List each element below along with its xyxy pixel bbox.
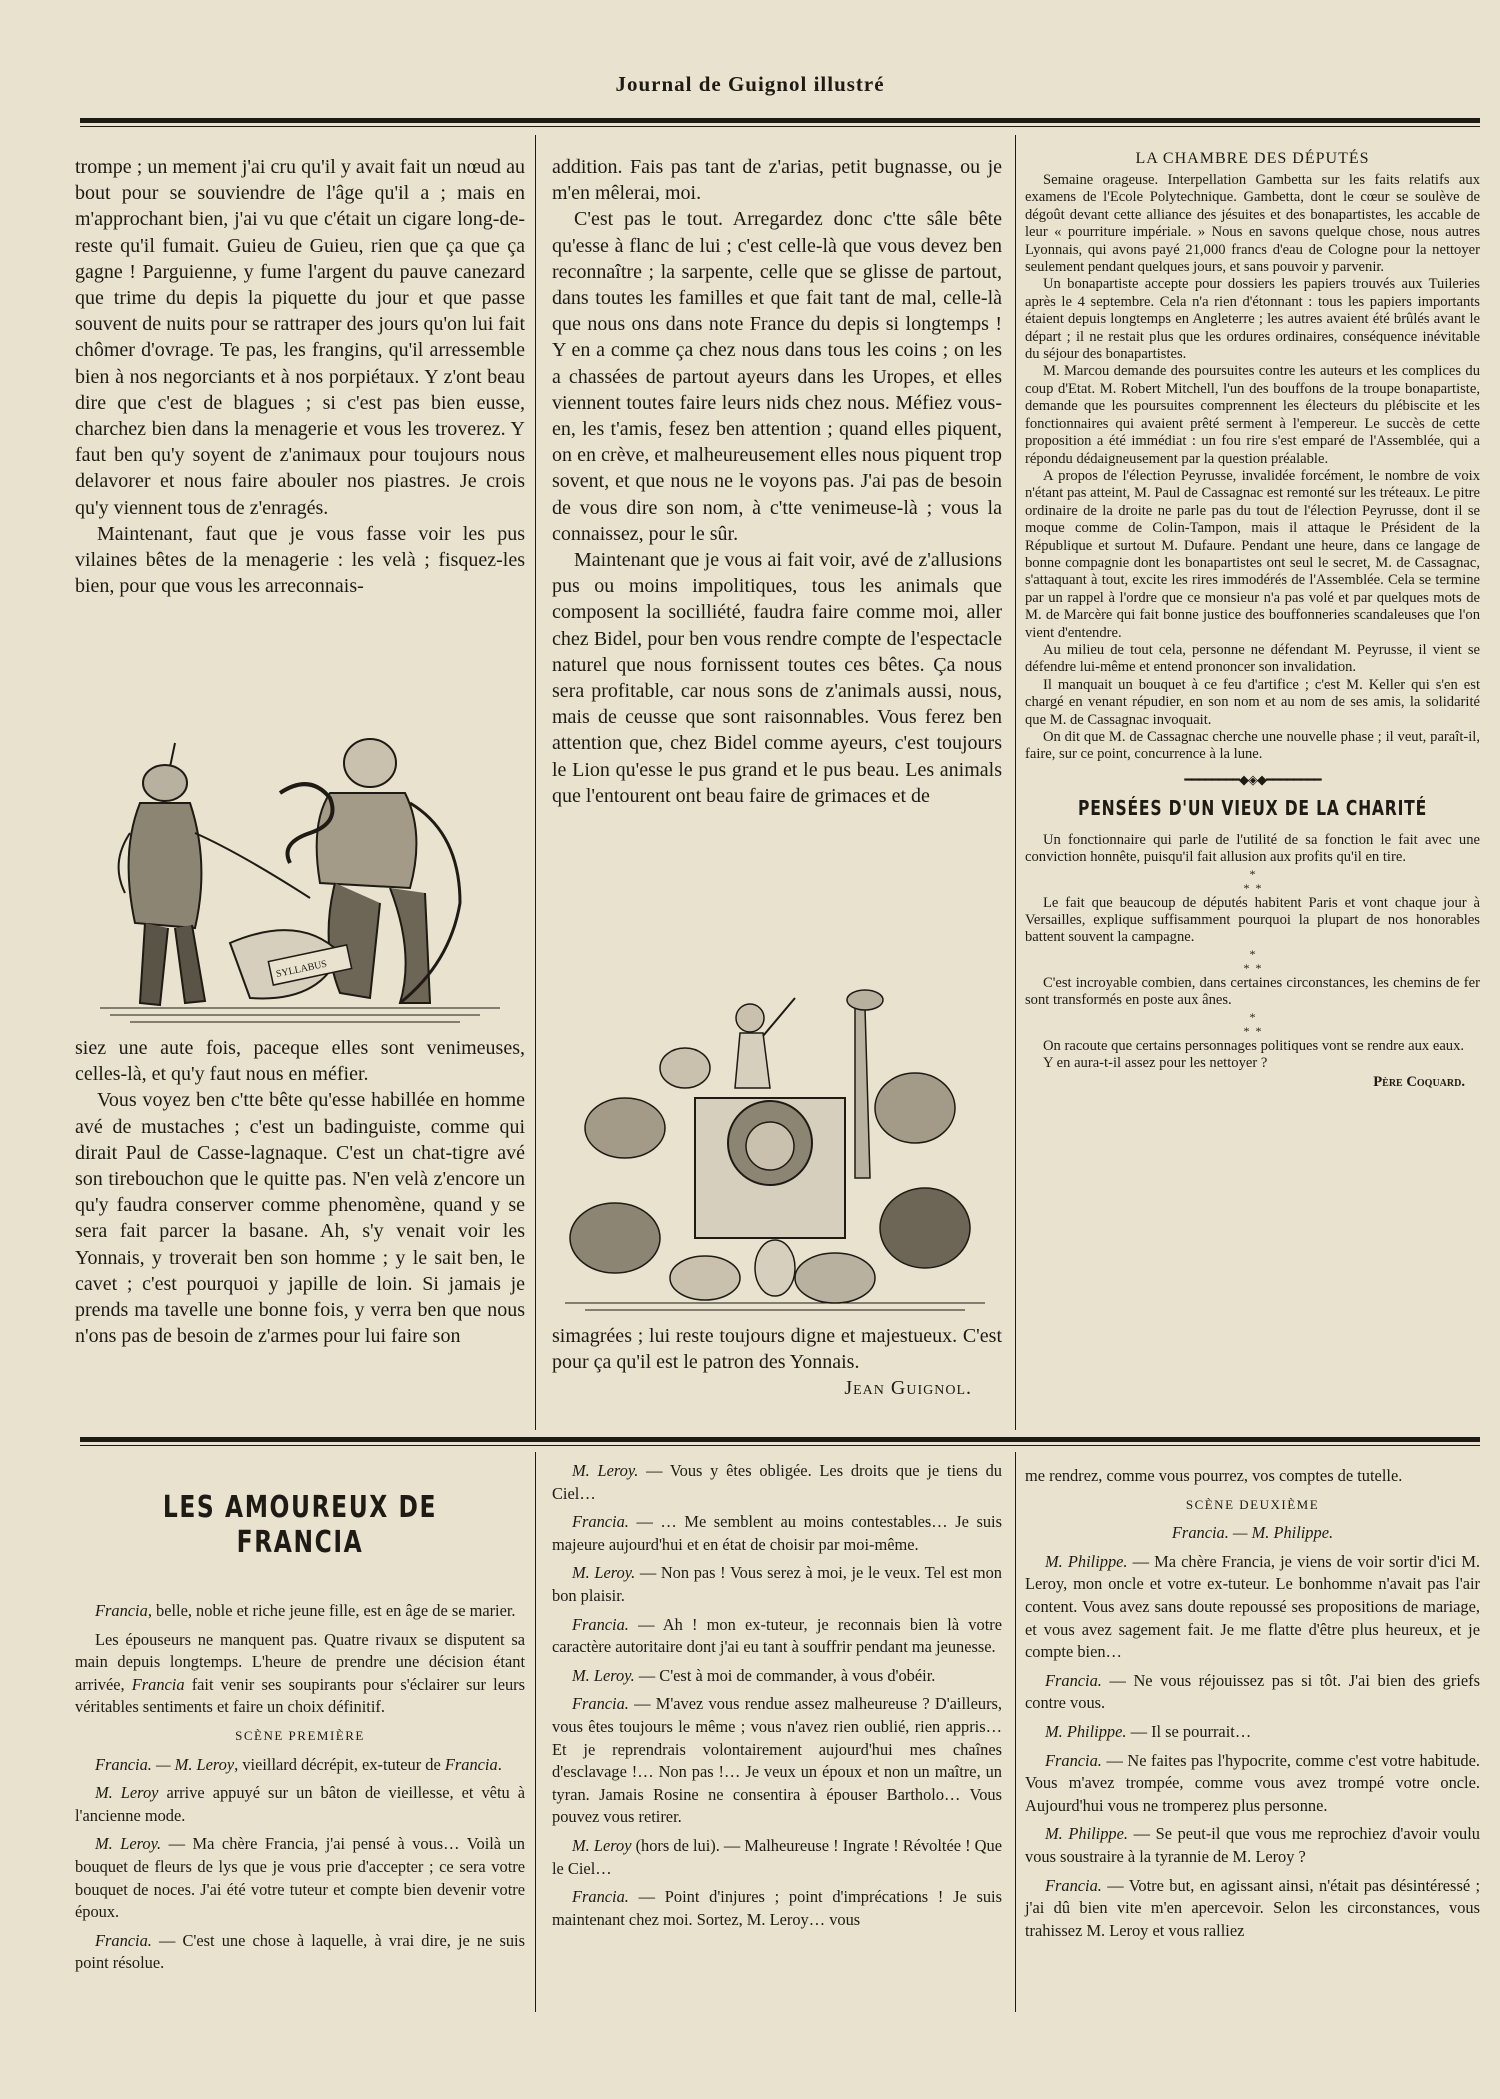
asterism-divider: * * *	[1243, 866, 1262, 895]
amoureux-title: LES AMOUREUX DE FRANCIA	[162, 1490, 438, 1560]
paragraph: Vous voyez ben c'tte bête qu'esse habillée en homme avé de mustaches ; c'est un badinguiste, comme qui dirait Paul de Casse-lagnaque. C'est un chat-tigre avé son tirebouchon que le quitte pas. N'en velà z'encore un qu'y faudra conserver comme phenomène, quand y se sera fait parcer la basane. Ah, s'y venait voir les Yonnais, y troverait ben son homme ; y le sait ben, le cavet ; c'est pourquoi y japille de loin. Si jamais je prends ma tavelle une bonne fois, y verra ben que nous n'ons pas de besoin de z'armes pour lui faire son	[75, 1089, 525, 1348]
dialogue-line: Francia. — Ne faites pas l'hypocrite, comme c'est votre habitude. Vous m'avez trompée, comme vous avez trompé votre oncle. Aujourd'hui vous ne tromperez plus personne.	[1025, 1750, 1480, 1815]
pensee: C'est incroyable combien, dans certaines circonstances, les chemins de fer sont transformés en poste aux ânes.	[1025, 974, 1480, 1009]
dialogue-line: M. Philippe. — Se peut-il que vous me reprochiez d'avoir voulu vous soustraire à la tyrannie de M. Leroy ?	[1025, 1824, 1481, 1866]
chambre-title: LA CHAMBRE DES DÉPUTÉS	[1135, 150, 1370, 167]
dialogue-line: Francia. — … Me semblent au moins contestables… Je suis majeure aujourd'hui et en état de choisir par moi-même.	[552, 1512, 1002, 1554]
paragraph: trompe ; un mement j'ai cru qu'il y avait fait un nœud au bout pour se souviendre de l'âge qu'il a ; mais en m'approchant bien, j'ai vu que c'était un cigare long-de-reste qu'il fumait. Guieu de Guieu, rien que ça que ça gagne ! Parguienne, y fume l'argent du pauve canezard que trime du depis la piquette du jour et que passe souvent de nuits pour se rattraper des jours qu'on lui fait chômer d'ovrage. Te pas, les frangins, qu'il arressemble bien à nos negorciants et à nos porpiétaux. Y z'ont beau dire que c'est de blagues ; si c'est pas bien eusse, charchez bien dans la menagerie et vous les troverez. Y faut ben qu'y soyent de z'animaux pour toujours nous delavorer et nous faire abouler nos piastres. Je crois qu'y viennent tous de z'enragés.	[75, 156, 525, 519]
dialogue-line: M. Leroy. — Ma chère Francia, j'ai pensé à vous… Voilà un bouquet de fleurs de lys que je vous prie d'accepter ; ce sera votre bouquet de noces. J'ai été votre tuteur et compte bien devenir votre époux.	[75, 1834, 525, 1922]
dialogue-line: M. Leroy arrive appuyé sur un bâton de vieillesse, et vêtu à l'ancienne mode.	[75, 1783, 525, 1825]
dialogue-line: M. Leroy. — C'est à moi de commander, à vous d'obéir.	[572, 1665, 936, 1685]
header-rule	[80, 118, 1480, 123]
paragraph: siez une aute fois, paceque elles sont venimeuses, celles-là, et qu'y faut nous en méfier.	[75, 1037, 525, 1086]
pensee: On racoute que certains personnages politiques vont se rendre aux eaux.	[1043, 1037, 1465, 1054]
illustration-caption: SYLLABUS	[275, 958, 328, 981]
pensee: Le fait que beaucoup de députés habitent Paris et vont chaque jour à Versailles, explique suffisamment pourquoi la plupart de nos honorables battent souvent la campagne.	[1025, 894, 1480, 946]
asterism-divider: * * *	[1243, 946, 1262, 975]
paragraph: A propos de l'élection Peyrusse, invalidée forcément, le nombre de voix n'étant pas atteint, M. Paul de Cassagnac est remonté sur les tréteaux. Le pitre ordinaire de la droite ne parle pas du tout de l'élection Peyrusse, dont il se moque comme de Colin-Tampon, mais il attaque le Président de la République et surtout M. Dufaure. Pendant une heure, dans ce langage de bonne compagnie dont les bonapartistes ont seul le secret, M. de Cassagnac, s'attaquant à tout, excite les rires immodérés de l'Assemblée. Cela se termine par un rappel à l'ordre que ce monsieur n'a pas volé et par quelques mots de M. de Marcère qui fait bonne justice des bouffonneries scandaleuses que l'on vient d'entendre.	[1025, 467, 1480, 641]
section-rule	[80, 1437, 1480, 1442]
paragraph: Un bonapartiste accepte pour dossiers les papiers trouvés aux Tuileries après le 4 septembre. Cela n'a rien d'étonnant : tous les papiers importants étaient depuis longtemps en Angleterre ; les autres avaient été brûlés avant le départ ; il ne restait plus que les ordures ordinaires, conséquence inévitable du séjour des bonapartistes.	[1025, 276, 1480, 363]
pensees-title: PENSÉES D'UN VIEUX DE LA CHARITÉ	[1077, 795, 1428, 820]
dialogue-line: Francia. — M. Leroy, vieillard décrépit, ex-tuteur de Francia.	[95, 1754, 502, 1774]
section-rule-thin	[80, 1445, 1480, 1446]
dialogue-line: M. Philippe. — Ma chère Francia, je viens de voir sortir d'ici M. Leroy, mon oncle et votre ex-tuteur. Le bonhomme n'avait pas l'air content. Vous avez sans doute repoussé ses propositions de mariage, et vous avez sagement fait. Je me flatte d'être plus heureux, et je compte bien…	[1025, 1551, 1480, 1662]
dialogue-line: Francia. — Votre but, en agissant ainsi, n'était pas désintéressé ; j'ai dû bien vite m'en apercevoir. Selon les circonstances, vous trahissez M. Leroy et vous ralliez	[1025, 1875, 1480, 1940]
masthead: Journal de Guignol illustré	[615, 72, 885, 96]
column-rule	[1015, 135, 1016, 1430]
paragraph: Maintenant, faut que je vous fasse voir les pus vilaines bêtes de la menagerie : les velà ; fisquez-les bien, pour que vous les arreconnais-	[75, 522, 525, 598]
paragraph: M. Marcou demande des poursuites contre les auteurs et les complices du coup d'Etat. M. Robert Mitchell, l'un des bouffons de la troupe bonapartiste, demande que les poursuites comprennent les électeurs du plébiscite et les fonctionnaires qui avaient prêté serment à l'empereur. Le succès de cette proposition a été immédiat : un fou rire s'est emparé de l'Assemblée, qui a répondu dédaigneusement par la question préalable.	[1025, 363, 1480, 467]
illustration-cartoon-menagerie	[80, 703, 520, 1043]
column-3	[1025, 150, 1480, 1091]
column-1-top-text	[75, 154, 525, 694]
chambre-text	[1025, 172, 1480, 764]
column-rule	[535, 135, 536, 1430]
paragraph: Semaine orageuse. Interpellation Gambetta sur les faits relatifs aux examens de l'Ecole Polytechnique. Gambetta, dont le cœur se soulève de dégoût devant cette alliance des jésuites et des bonapartistes, les accable de leur « pourriture impériale. » Nous en savons quelque chose, nous autres Lyonnais, qui avons payé 21,000 francs d'eau de Cologne pour la nettoyer seulement pendant quelques jours, et sans pouvoir y parvenir.	[1025, 172, 1480, 276]
column-2-top-text	[552, 154, 1002, 974]
pensees-text	[1025, 832, 1480, 1073]
paragraph: Au milieu de tout cela, personne ne défendant M. Peyrusse, il vient se défendre lui-même et entend prononcer son invalidation.	[1025, 641, 1480, 676]
column-rule	[1015, 1452, 1016, 2012]
header-rule-thin	[80, 126, 1480, 127]
paragraph: addition. Fais pas tant de z'arias, petit bugnasse, ou je m'en mêlerai, moi.	[552, 156, 1002, 205]
dialogue-line: Francia. — M. Philippe.	[1171, 1523, 1334, 1543]
amoureux-column-1	[75, 1470, 525, 2010]
dialogue-line: Francia. — M'avez vous rendue assez malheureuse ? D'ailleurs, vous êtes toujours le même ; vous n'avez rien oublié, rien appris… Et je reprendrais volontairement aujourd'hui mes chaînes d'esclavage !… Non pas !… Je veux un époux et non un maître, un tyran. Jamais Rosine ne consentira à épouser Bartholo… Vous pouvez vous retirer.	[552, 1694, 1002, 1827]
column-1-bottom-text	[75, 1035, 525, 1425]
dialogue-line: M. Leroy (hors de lui). — Malheureuse ! Ingrate ! Révoltée ! Que le Ciel…	[552, 1835, 1002, 1878]
signature-jean-guignol: Jean Guignol.	[844, 1377, 972, 1400]
column-2-closing-paragraph: simagrées ; lui reste toujours digne et majestueux. C'est pour ça qu'il est le patron des Yonnais.	[552, 1325, 1002, 1374]
dialogue-line: Les épouseurs ne manquent pas. Quatre rivaux se disputent sa main depuis longtemps. L'heure de prendre une décision étant arrivée, Francia fait venir ses soupirants pour s'éclairer sur leurs véritables sentiments et faire un choix définitif.	[75, 1629, 525, 1717]
paragraph: On dit que M. de Cassagnac cherche une nouvelle phase ; il veut, paraît-il, faire, sur ce point, concurrence à la lune.	[1025, 729, 1480, 763]
dialogue-line: Francia. — C'est une chose à laquelle, à vrai dire, je ne suis point résolue.	[75, 1930, 525, 1973]
asterism-divider: * * *	[1243, 1009, 1262, 1038]
pensee: Un fonctionnaire qui parle de l'utilité de sa fonction le fait avec une conviction honnête, puisqu'il fait allusion aux profits qu'il en tire.	[1025, 831, 1480, 866]
column-rule	[535, 1452, 536, 2012]
paragraph: Maintenant que je vous ai fait voir, avé de z'allusions pus ou moins impolitiques, tous les animals que composent la socilliété, faudra faire comme moi, aller chez Bidel, pour ben vous rendre compte de l'espectacle naturel que nous fornissent toutes ces bêtes. Ça nous sera profitable, car nous sons de z'animals aussi, nous, mais de ceusse que sont raisonnables. Vous ferez ben attention que, chez Bidel comme ayeurs, c'est toujours le Lion qu'esse le pus grand et le pus beau. Les animals que l'entourent ont beau faire de grimaces et de	[552, 549, 1002, 807]
dialogue-line: Francia. — Ah ! mon ex-tuteur, je reconnais bien là votre caractère autoritaire dont j'ai eu tant à souffrir pendant ma jeunesse.	[552, 1614, 1002, 1657]
amoureux-column-3	[1025, 1465, 1480, 2010]
ornament-divider: ━━━━━━━━◆◈◆━━━━━━━━	[1184, 772, 1321, 788]
pensee: Y en aura-t-il assez pour les nettoyer ?	[1043, 1055, 1268, 1072]
column-2-bottom-text	[552, 1323, 1002, 1423]
dialogue-line: Francia. — Ne vous réjouissez pas si tôt. J'ai bien des griefs contre vous.	[1025, 1670, 1480, 1713]
dialogue-line: Francia. — Point d'injures ; point d'imprécations ! Je suis maintenant chez moi. Sortez, M. Leroy… vous	[552, 1887, 1002, 1929]
amoureux-text-1	[75, 1600, 525, 1975]
scene-heading: SCÈNE PREMIÈRE	[235, 1727, 365, 1743]
scene-heading: SCÈNE DEUXIÈME	[1185, 1496, 1320, 1512]
paragraph: C'est pas le tout. Arregardez donc c'tte sâle bête qu'esse à flanc de lui ; c'est celle-là que vous devez ben reconnaître ; la sarpente, celle que se glisse de partout, dans toutes les familles et que fait tant de mal, celle-là que nous ons dans note France du depis si longtemps ! Y en a comme ça chez nous dans tous les coins ; on les a chassées de partout ayeurs dans les Uropes, et elles viennent toutes faire leurs nids chez nous. Méfiez vous-en, les t'amis, fesez ben attention ; quand elles piquent, on en crève, et malheureusement elles nous piquent trop sovent, et que nous ne le voyons pas. J'ai pas de besoin de vous dire son nom, à c'tte venimeuse-là ; vous la connaissez, pour le sûr.	[552, 208, 1002, 545]
signature-pere-coquard: Père Coquard.	[1373, 1074, 1465, 1091]
dialogue-line: me rendrez, comme vous pourrez, vos comptes de tutelle.	[1025, 1466, 1403, 1485]
amoureux-column-2	[552, 1460, 1002, 2010]
paragraph: Il manquait un bouquet à ce feu d'artifice ; c'est M. Keller qui s'en est chargé en venant répudier, en son nom et au nom de ses amis, la solidarité que M. de Cassagnac invoquait.	[1025, 676, 1480, 728]
dialogue-line: M. Philippe. — Il se pourrait…	[1045, 1721, 1252, 1741]
dialogue-line: M. Leroy. — Vous y êtes obligée. Les droits que je tiens du Ciel…	[552, 1461, 1002, 1503]
dialogue-line: Francia, belle, noble et riche jeune fille, est en âge de se marier.	[95, 1601, 516, 1620]
illustration-lion-and-animals	[555, 978, 995, 1318]
dialogue-line: M. Leroy. — Non pas ! Vous serez à moi, je le veux. Tel est mon bon plaisir.	[552, 1563, 1002, 1605]
